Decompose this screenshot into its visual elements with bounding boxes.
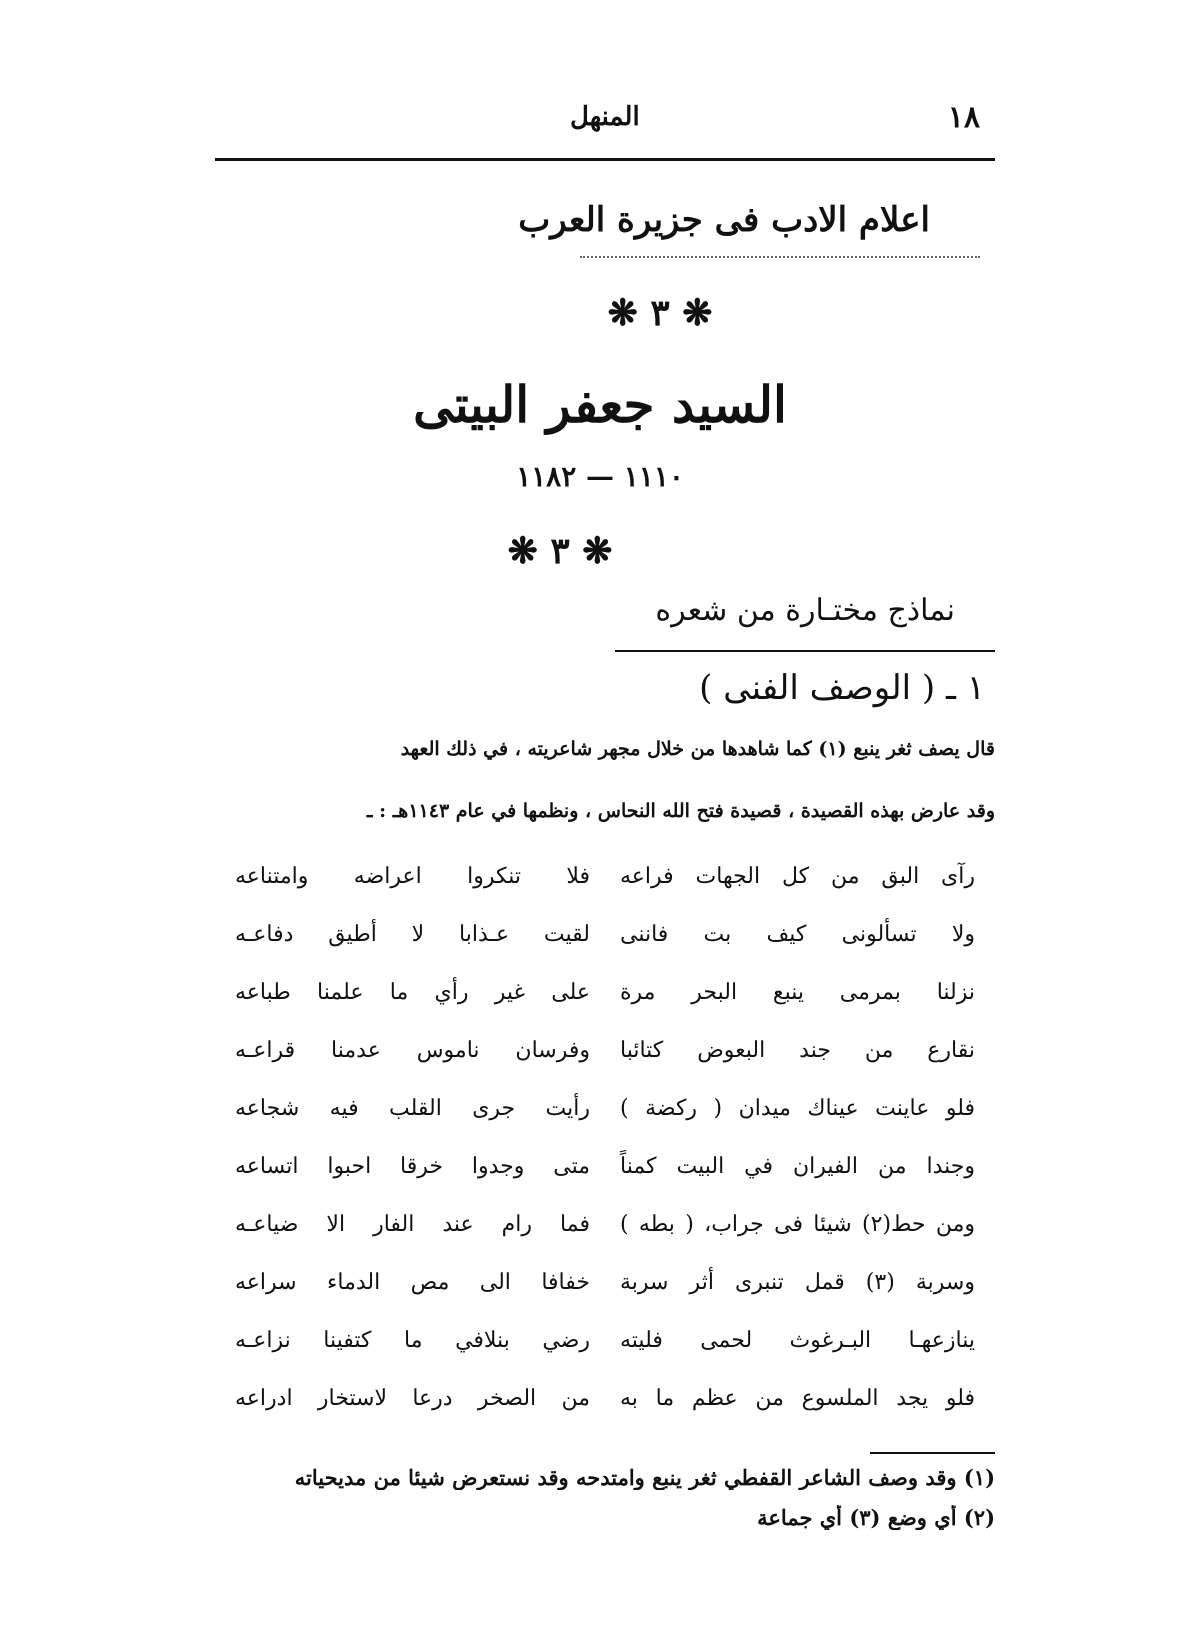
subtitle: نماذج مختـارة من شعره (655, 593, 955, 628)
verse (235, 974, 975, 1032)
series-number-ornament: ❋ ٣ ❋ (607, 292, 713, 334)
numbered-heading: ١ ـ ( الوصف الفنى ) (699, 668, 985, 708)
verse (235, 916, 975, 974)
footnote: (١) وقد وصف الشاعر القفطي ثغر ينبع وامتدحه وقد نستعرض شيئا من مديحياته (294, 1465, 995, 1490)
verse (235, 858, 975, 916)
header-rule (215, 158, 995, 161)
page-header (215, 100, 990, 144)
verse-second-hemistich: رأيت جرى القلب فيه شجاعه (235, 1096, 590, 1121)
verse-second-hemistich: فما رام عند الفار الا ضياعـه (235, 1212, 590, 1237)
footnote-rule (870, 1452, 995, 1454)
intro-line: وقد عارض بهذه القصيدة ، قصيدة فتح الله النحاس ، ونظمها في عام ١١٤٣هـ : ـ (366, 800, 995, 822)
person-name: السيد جعفر البيتى (413, 375, 787, 434)
verse-first-hemistich: فلو عاينت عيناك ميدان ( ركضة ) (620, 1096, 975, 1121)
verse-second-hemistich: على غير رأي ما علمنا طباعه (235, 980, 590, 1005)
section-title: اعلام الادب فى جزيرة العرب (518, 200, 930, 240)
verse-second-hemistich: متى وجدوا خرقا احبوا اتساعه (235, 1154, 590, 1179)
verse-first-hemistich: نزلنا بمرمى ينبع البحر مرة (620, 980, 975, 1005)
dotted-divider (580, 256, 980, 258)
life-dates: ١١١٠ — ١١٨٢ (516, 460, 684, 493)
part-number-ornament: ❋ ٣ ❋ (507, 530, 613, 572)
verse-first-hemistich: نقارع من جند البعوض كتائبا (620, 1038, 975, 1063)
verse (235, 1206, 975, 1264)
verse-first-hemistich: فلو يجد الملسوع من عظم ما به (620, 1386, 975, 1411)
verse-second-hemistich: من الصخر درعا لاستخار ادراعه (235, 1386, 590, 1411)
verse-second-hemistich: فلا تنكروا اعراضه وامتناعه (235, 864, 590, 889)
verse-second-hemistich: رضي بنلافي ما كتفينا نزاعـه (235, 1328, 590, 1353)
verse (235, 1148, 975, 1206)
verse-second-hemistich: لقيت عـذابا لا أطيق دفاعـه (235, 922, 590, 947)
verse (235, 1264, 975, 1322)
verse-second-hemistich: خفافا الى مص الدماء سراعه (235, 1270, 590, 1295)
verse-first-hemistich: وسربة (٣) قمل تنبرى أثر سربة (620, 1270, 975, 1295)
verse-first-hemistich: ينازعهـا البـرغوث لحمى فليته (620, 1328, 975, 1353)
subtitle-rule (615, 650, 995, 652)
verse-first-hemistich: رآى البق من كل الجهات فراعه (620, 864, 975, 889)
verse-second-hemistich: وفرسان ناموس عدمنا قراعـه (235, 1038, 590, 1063)
verse-first-hemistich: ولا تسألونى كيف بت فاننى (620, 922, 975, 947)
poem (235, 858, 975, 1438)
verse-first-hemistich: ومن حط(٢) شيئا فى جراب، ( بطه ) (620, 1212, 976, 1237)
verse-first-hemistich: وجندا من الفيران في البيت كمناً (620, 1154, 975, 1179)
intro-line: قال يصف ثغر ينبع (١) كما شاهدها من خلال مجهر شاعريته ، في ذلك العهد (400, 738, 995, 760)
verse (235, 1090, 975, 1148)
verse (235, 1322, 975, 1380)
verse (235, 1032, 975, 1090)
verse (235, 1380, 975, 1438)
footnote: (٢) أي وضع (٣) أي جماعة (757, 1505, 995, 1530)
page-number: ١٨ (947, 100, 980, 135)
running-head: المنهل (570, 102, 640, 132)
